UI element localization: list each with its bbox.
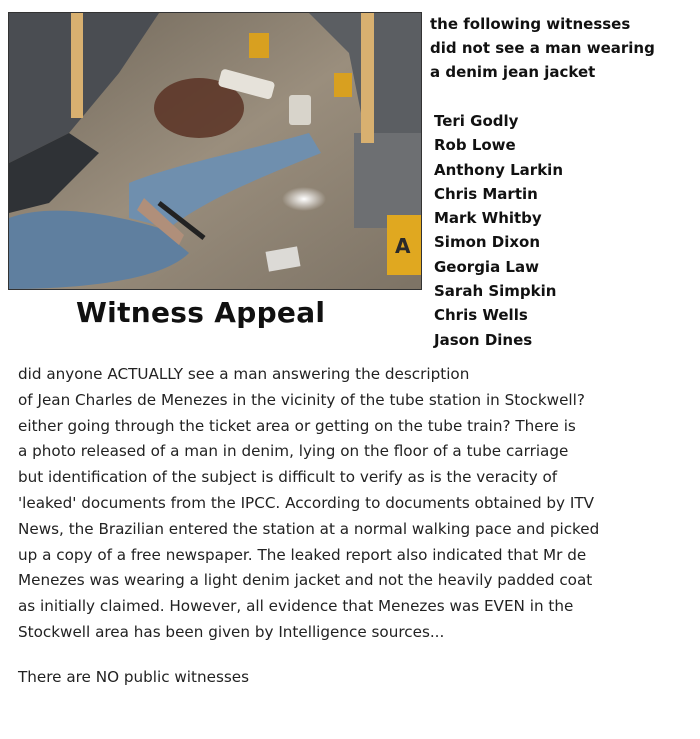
witness-intro	[430, 12, 696, 84]
evidence-marker-letter: A	[395, 234, 411, 258]
body-line: of Jean Charles de Menezes in the vicinity of the tube station in Stockwell?	[18, 390, 585, 409]
body-line: as initially claimed. However, all evidence that Menezes was EVEN in the	[18, 597, 574, 616]
intro-line: a denim jean jacket	[430, 63, 596, 81]
grab-pole-left	[71, 13, 83, 118]
photo-illustration	[9, 13, 421, 289]
body-line: News, the Brazilian entered the station at a normal walking pace and picked	[18, 519, 600, 538]
body-line: Menezes was wearing a light denim jacket and not the heavily padded coat	[18, 571, 593, 590]
witness-name: Simon Dixon	[434, 233, 541, 252]
witness-name: Rob Lowe	[434, 136, 516, 155]
evidence-marker-far	[249, 33, 269, 58]
body-line: a photo released of a man in denim, lying on the floor of a tube carriage	[18, 442, 569, 461]
crime-scene-photo	[8, 12, 422, 290]
intro-line: did not see a man wearing	[430, 39, 655, 57]
page-title: Witness Appeal	[76, 296, 326, 329]
witness-name: Anthony Larkin	[434, 160, 563, 179]
witness-name: Jason Dines	[434, 330, 533, 349]
witness-name: Chris Wells	[434, 306, 528, 325]
appeal-body	[18, 362, 694, 646]
witness-name: Teri Godly	[434, 112, 519, 130]
intro-line: the following witnesses	[430, 15, 631, 33]
footer-note: There are NO public witnesses	[18, 668, 250, 686]
body-line: 'leaked' documents from the IPCC. According to documents obtained by ITV	[18, 493, 595, 512]
debris-shoe	[289, 95, 311, 125]
body-line: up a copy of a free newspaper. The leaked report also indicated that Mr de	[18, 545, 587, 564]
body-line: either going through the ticket area or getting on the tube train? There is	[18, 416, 576, 435]
grab-pole-right	[361, 13, 374, 143]
evidence-marker-small	[334, 73, 352, 97]
body-line: did anyone ACTUALLY see a man answering the description	[18, 365, 470, 383]
witness-name: Mark Whitby	[434, 209, 542, 228]
body-line: Stockwell area has been given by Intelligence sources...	[18, 622, 445, 641]
witness-name: Sarah Simpkin	[434, 282, 557, 301]
witness-name: Chris Martin	[434, 184, 538, 203]
body-line: but identification of the subject is difficult to verify as is the veracity of	[18, 468, 558, 487]
witness-list	[434, 109, 694, 352]
witness-name: Georgia Law	[434, 257, 539, 276]
light-glare	[282, 187, 326, 211]
right-seat-panel	[354, 133, 421, 228]
